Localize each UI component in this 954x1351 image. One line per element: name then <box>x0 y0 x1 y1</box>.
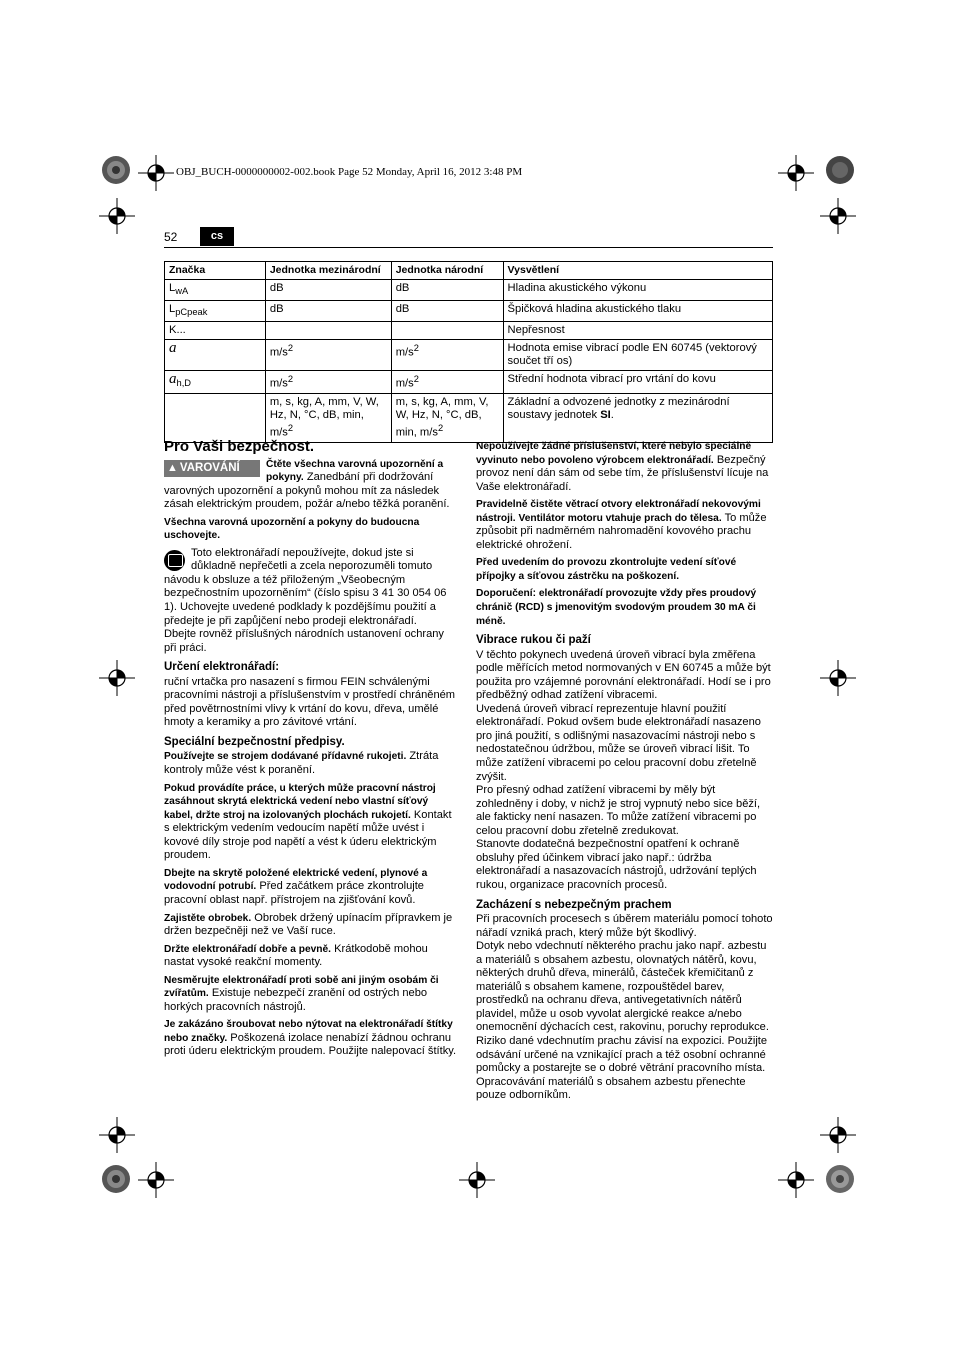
explanation-cell: Základní a odvozené jednotky z mezinárodní soustavy jednotek SI. <box>503 394 772 443</box>
safety-item: Je zakázáno šroubovat nebo nýtovat na elektronářadí štítky nebo značky. Poškozená izolace nenabízí žádnou ochranu proti úderu elektrickým proudem. Použijte nalepovací štítky. <box>164 1019 457 1058</box>
intl-cell: $m/s^2$ <box>265 340 391 371</box>
registration-mark-top-right <box>778 155 814 191</box>
intl-cell: dB <box>265 301 391 322</box>
national-cell: $m/s^2$ <box>391 371 503 394</box>
national-cell: dB <box>391 301 503 322</box>
dust-paragraph: Dotyk nebo vdechnutí některého prachu jako např. azbestu a materiálů s obsahem azbestu, olovnatých nátěrů, kovu, některých druhů dřeva, minerálů, částeček křemičitanů z materiálů s obsahem kamene, rozpouštědel barev, prostředků na ochranu dřeva, antivegetativních nátěrů plavidel, může u osob vyvolat alergické reakce a/nebo onemocnění dýchacích cest, rakovinu, poruchy reprodukce. Riziko dané vdechnutím prachu závisí na expozici. Použijte odsávání určené na vznikající prach a též osobní ochranné pomůcky a postarejte se o dobré větrání pracovního místa. <box>476 940 769 1075</box>
color-target-bottom-left <box>101 1164 131 1194</box>
dust-paragraph: Při pracovních procesech s úběrem materiálu pomocí tohoto nářadí vzniká prach, který může být škodlivý. <box>476 913 773 939</box>
symbol-cell <box>165 394 266 443</box>
warning-badge: ▲ VAROVÁNÍ <box>164 460 260 477</box>
table-row <box>165 394 773 443</box>
warning-text: Čtěte všechna varovná upozornění a pokyny. Zanedbání při dodržování varovných upozornění a pokynů mohou mít za následek zásah elektrickým proudem, požár a/nebo těžká poranění. <box>164 458 450 511</box>
header-rule <box>164 247 773 248</box>
registration-mark-bottom-center <box>459 1162 495 1198</box>
explanation-cell: Hladina akustického výkonu <box>503 280 772 301</box>
purpose-heading: Určení elektronářadí: <box>164 661 280 674</box>
national-cell: $m/s^2$ <box>391 340 503 371</box>
safety-item: Zajistěte obrobek. Obrobek držený upínacím přípravkem je držen bezpečněji než ve Vaší ruce. <box>164 911 453 938</box>
explanation-cell: Střední hodnota vibrací pro vrtání do kovu <box>503 371 772 394</box>
registration-mark-mid-left <box>99 660 135 696</box>
safety-item: Doporučení: elektronářadí provozujte vždy přes proudový chránič (RCD) s jmenovitým svodovým proudem 30 mA či méně. <box>476 588 757 627</box>
dust-paragraph: Opracovávání materiálů s obsahem azbestu přenechte pouze odborníkům. <box>476 1075 746 1102</box>
national-cell: dB <box>391 280 503 301</box>
intl-cell: dB <box>265 280 391 301</box>
national-regulations: Dbejte rovněž příslušných národních ustanovení ochrany při práci. <box>164 628 444 654</box>
table-row <box>165 340 773 371</box>
manual-text: Toto elektronářadí nepoužívejte, dokud jste si důkladně nepřečetli a zcela neporozuměli tomuto návodu k obsluze a též přiloženým „Všeobecným bezpečnostním upozorněním“ (číslo spisu 3 41 30 054 06 1). Uchovejte uvedené podklady k pozdějšímu použití a předejte je při zapůjčení nebo prodeji elektronářadí. <box>164 546 447 627</box>
manual-block <box>164 547 458 628</box>
header-national-unit: Jednotka národní <box>391 262 503 280</box>
right-column <box>476 440 773 1107</box>
safety-item: Nesměrujte elektronářadí proti sobě ani jiným osobám či zvířatům. Existuje nebezpečí zranění od ostrých nebo horkých pracovních nástrojů. <box>164 974 439 1013</box>
safety-item: Dbejte na skrytě položené elektrické vedení, plynové a vodovodní potrubí. Před začátkem práce zkontrolujte pracovní oblast např. přístrojem na zjišťování kovů. <box>164 867 428 906</box>
table-header-row <box>165 262 773 280</box>
safety-item: Před uvedením do provozu zkontrolujte vedení síťové přípojky a síťovou zástrčku na poškození. <box>476 557 737 582</box>
safety-item: Používejte se strojem dodávané přídavné rukojeti. Ztráta kontroly může vést k poranění. <box>164 750 439 777</box>
section-title: Pro Vaši bezpečnost. <box>164 438 315 455</box>
language-badge: cs <box>200 227 234 246</box>
dust-heading: Zacházení s nebezpečným prachem <box>476 898 672 911</box>
warning-triangle-icon: ▲ <box>167 461 178 474</box>
special-safety-heading: Speciální bezpečnostní předpisy. <box>164 735 345 748</box>
printer-slug: OBJ_BUCH-0000000002-002.book Page 52 Monday, April 16, 2012 3:48 PM <box>176 166 523 178</box>
registration-mark-bottom-left <box>138 1162 174 1198</box>
intl-cell: $m/s^2$ <box>265 371 391 394</box>
safety-item: Pravidelně čistěte větrací otvory elektronářadí nekovovými nástroji. Ventilátor motoru vtahuje prach do tělesa. To může způsobit při nadměrném nahromadění kovového prachu elektrické ohrožení. <box>476 499 767 551</box>
registration-mark-top-left <box>138 155 174 191</box>
symbol-cell: a <box>165 340 266 371</box>
read-manual-icon <box>164 550 185 571</box>
purpose-text: ruční vrtačka pro nasazení s firmou FEIN schválenými pracovními nástroji a příslušenstvím v prostředí chráněném před povětrnostními vlivy k vrtání do kovu, dřeva, umělé hmoty a keramiky a pro závitové vrtání. <box>164 675 456 729</box>
table-row <box>165 280 773 301</box>
header-intl-unit: Jednotka mezinárodní <box>265 262 391 280</box>
safety-item: Nepoužívejte žádné příslušenství, které nebylo speciálně vyvinuto nebo povoleno výrobcem elektronářadí. Bezpečný provoz není dán sám od sebe tím, že příslušenství lícuje na Vaše elektronářadí. <box>476 441 769 493</box>
safety-item: Pokud provádíte práce, u kterých může pracovní nástroj zasáhnout skrytá elektrická vedení nebo vlastní síťový kabel, držte stroj na izolovaných plochách rukojetí. Kontakt s elektrickým vedením vedoucím napětí může uvést i kovové díly stroje pod napětí a vést k úderu elektrickým proudem. <box>164 782 452 862</box>
color-target-top-left <box>101 155 131 185</box>
header-explanation: Vysvětlení <box>503 262 772 280</box>
units-table <box>164 261 773 443</box>
symbol-cell: $a_{h,D}$ <box>165 371 266 394</box>
keep-instructions: Všechna varovná upozornění a pokyny do budoucna uschovejte. <box>164 516 420 542</box>
registration-mark-mid-right <box>820 660 856 696</box>
vibration-paragraph: Uvedená úroveň vibrací reprezentuje hlavní použití elektronářadí. Pokud ovšem bude elektronářadí nasazeno pro jiná použití, s odlišnými nasazovacími nástroji nebo s nedostatečnou údržbou, může se úroveň vibrací lišit. To může zatížení vibracemi po celou pracovní dobu zřetelně zvýšit. <box>476 702 761 783</box>
intl-cell: m, s, kg, A, mm, V, W, Hz, N, °C, dB, min, $m/s^2$ <box>265 394 391 443</box>
national-cell <box>391 322 503 340</box>
registration-mark-upper-left-side <box>99 198 135 234</box>
national-cell: m, s, kg, A, mm, V, W, Hz, N, °C, dB, min, $m/s^2$ <box>391 394 503 443</box>
symbol-cell: $L_{pCpeak}$ <box>165 301 266 322</box>
registration-mark-bottom-right <box>778 1162 814 1198</box>
vibration-paragraph: Stanovte dodatečná bezpečnostní opatření k ochraně obsluhy před účinkem vibrací jako např.: údržba elektronářadí a nasazovacích nástrojů, udržování teplých rukou, organizace pracovních procesů. <box>476 838 757 891</box>
registration-mark-lower-left-side <box>99 1117 135 1153</box>
symbol-cell: $L_{wA}$ <box>165 280 266 301</box>
left-column <box>164 440 458 1063</box>
table-row <box>165 301 773 322</box>
vibration-paragraph: V těchto pokynech uvedená úroveň vibrací byla změřena podle měřících metod normovaných v EN 60745 a může být použita pro vzájemné porovnání elektronářadí. Hodí se i pro předběžný odhad zatížení vibracemi. <box>476 648 771 702</box>
vibration-heading: Vibrace rukou či paží <box>476 634 591 647</box>
vibration-paragraph: Pro přesný odhad zatížení vibracemi by měly být zohledněny i doby, v nichž je stroj vypnutý nebo sice běží, ale fakticky není nasazen. To může zatížení vibracemi po celou pracovní dobu zřetelně zredukovat. <box>476 784 761 837</box>
registration-mark-lower-right-side <box>820 1117 856 1153</box>
color-target-bottom-right <box>825 1164 855 1194</box>
registration-mark-upper-right-side <box>820 198 856 234</box>
color-target-top-right <box>825 155 855 185</box>
symbol-cell: K... <box>165 322 266 340</box>
explanation-cell: Nepřesnost <box>503 322 772 340</box>
table-row <box>165 371 773 394</box>
warning-block <box>164 458 458 512</box>
intl-cell <box>265 322 391 340</box>
table-row <box>165 322 773 340</box>
explanation-cell: Špičková hladina akustického tlaku <box>503 301 772 322</box>
explanation-cell: Hodnota emise vibrací podle EN 60745 (vektorový součet tří os) <box>503 340 772 371</box>
page-number: 52 <box>164 230 178 244</box>
safety-item: Držte elektronářadí dobře a pevně. Krátkodobě mohou nastat vysoké reakční momenty. <box>164 942 428 969</box>
header-symbol: Značka <box>165 262 266 280</box>
